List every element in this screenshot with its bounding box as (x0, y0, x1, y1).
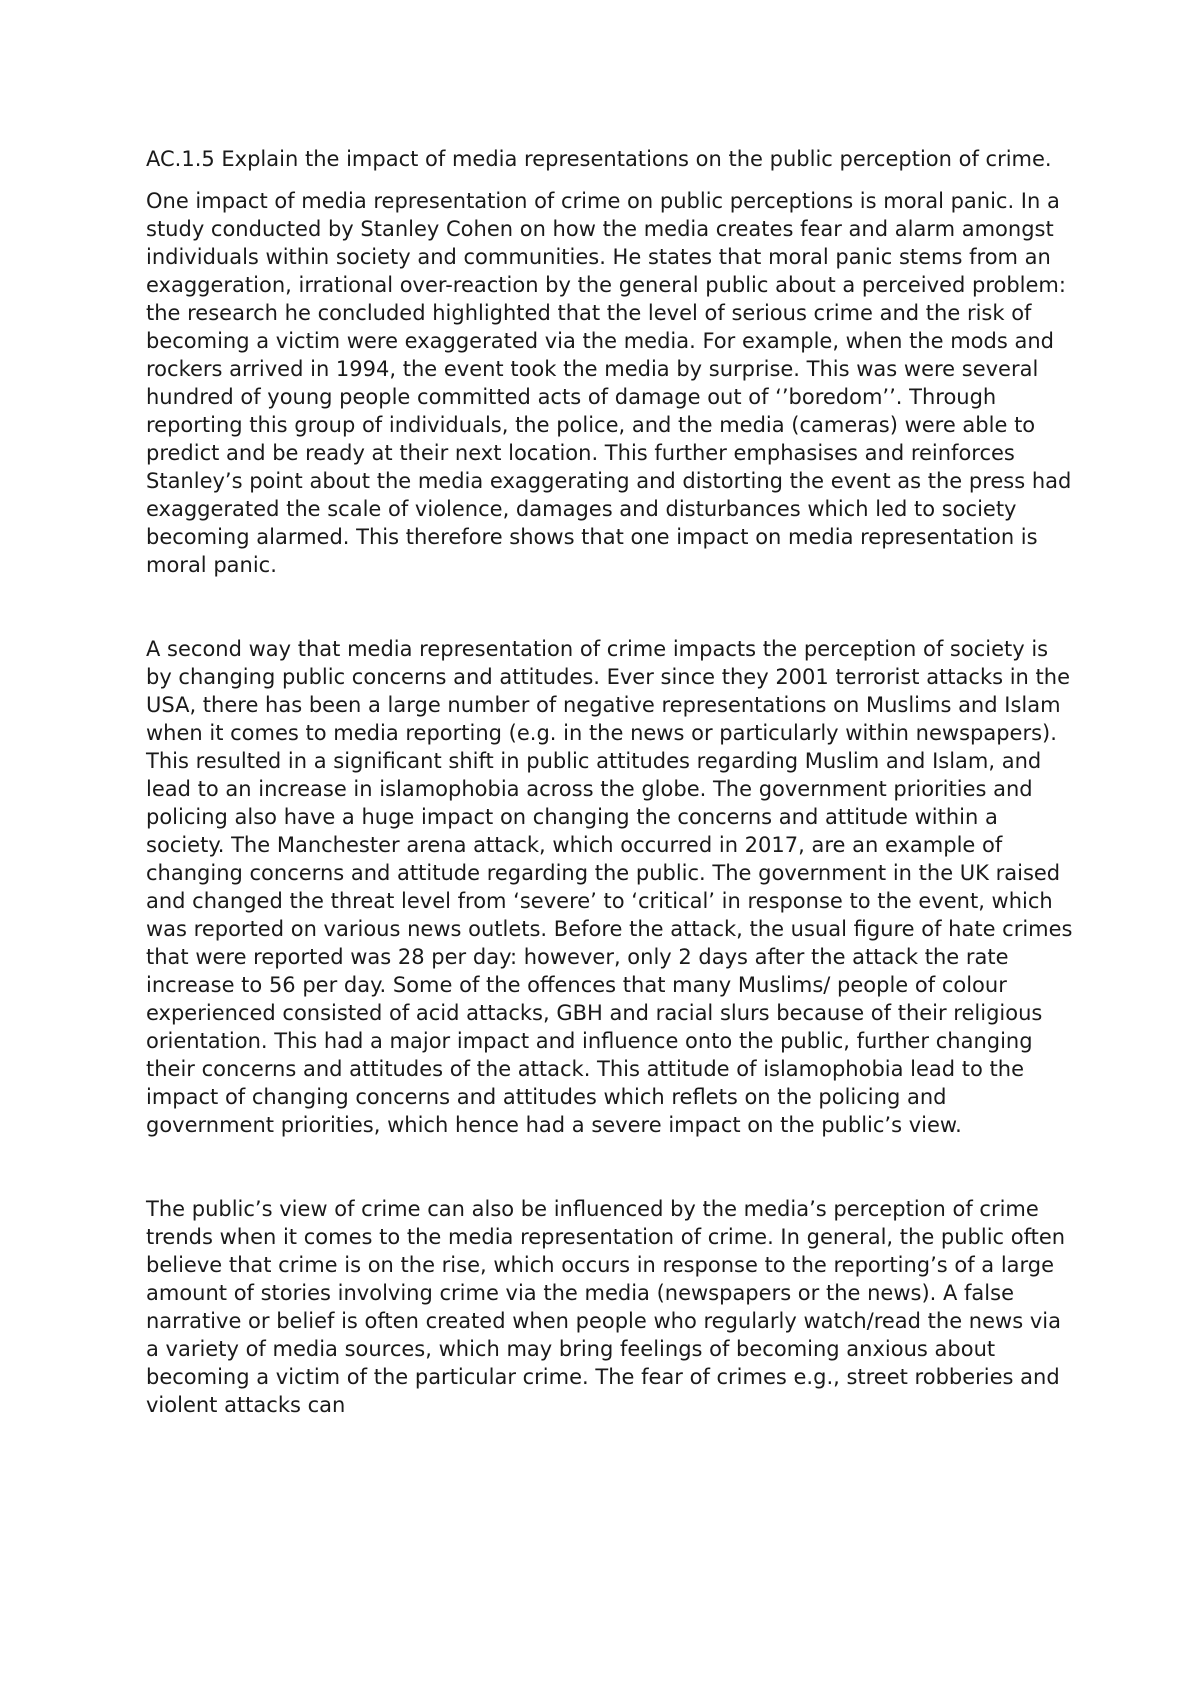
paragraph-spacer (146, 1139, 1076, 1195)
document-body (146, 145, 1076, 1419)
paragraph-moral-panic: One impact of media representation of crime on public perceptions is moral panic. In a study conducted by Stanley Cohen on how the media creates fear and alarm amongst individuals within society and communities. He states that moral panic stems from an exaggeration, irrational over-reaction by the general public about a perceived problem: the research he concluded highlighted that the level of serious crime and the risk of becoming a victim were exaggerated via the media. For example, when the mods and rockers arrived in 1994, the event took the media by surprise. This was were several hundred of young people committed acts of damage out of ‘’boredom’’. Through reporting this group of individuals, the police, and the media (cameras) were able to predict and be ready at their next location. This further emphasises and reinforces Stanley’s point about the media exaggerating and distorting the event as the press had exaggerated the scale of violence, damages and disturbances which led to society becoming alarmed. This therefore shows that one impact on media representation is moral panic. (146, 189, 1072, 577)
document-heading: AC.1.5 Explain the impact of media representations on the public perception of crime. (146, 147, 1052, 171)
paragraph-spacer (146, 579, 1076, 635)
paragraph-crime-trends: The public’s view of crime can also be influenced by the media’s perception of crime trends when it comes to the media representation of crime. In general, the public often believe that crime is on the rise, which occurs in response to the reporting’s of a large amount of stories involving crime via the media (newspapers or the news). A false narrative or belief is often created when people who regularly watch/read the news via a variety of media sources, which may bring feelings of becoming anxious about becoming a victim of the particular crime. The fear of crimes e.g., street robberies and violent attacks can (146, 1197, 1066, 1417)
paragraph-concerns-attitudes: A second way that media representation of crime impacts the perception of society is by changing public concerns and attitudes. Ever since they 2001 terrorist attacks in the USA, there has been a large number of negative representations on Muslims and Islam when it comes to media reporting (e.g. in the news or particularly within newspapers). This resulted in a significant shift in public attitudes regarding Muslim and Islam, and lead to an increase in islamophobia across the globe. The government priorities and policing also have a huge impact on changing the concerns and attitude within a society. The Manchester arena attack, which occurred in 2017, are an example of changing concerns and attitude regarding the public. The government in the UK raised and changed the threat level from ‘severe’ to ‘critical’ in response to the event, which was reported on various news outlets. Before the attack, the usual figure of hate crimes that were reported was 28 per day: however, only 2 days after the attack the rate increase to 56 per day. Some of the offences that many Muslims/ people of colour experienced consisted of acid attacks, GBH and racial slurs because of their religious orientation. This had a major impact and influence onto the public, further changing their concerns and attitudes of the attack. This attitude of islamophobia lead to the impact of changing concerns and attitudes which reflets on the policing and government priorities, which hence had a severe impact on the public’s view. (146, 637, 1073, 1137)
